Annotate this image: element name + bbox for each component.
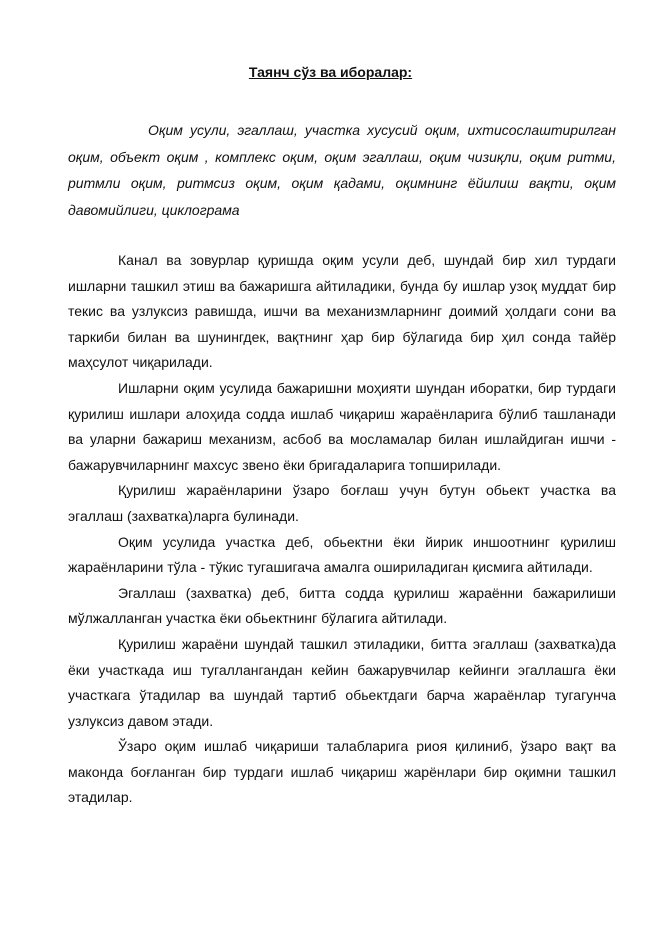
paragraph: Эгаллаш (захватка) деб, битта содда қурилиш жараённи бажарилиши мўлжалланган участка ёки обьектнинг бўлагига айтилади.	[68, 584, 616, 627]
paragraph: Оқим усулида участка деб, обьектни ёки йирик иншоотнинг қурилиш жараёнларини тўла - тўкис тугашигача амалга ошириладиган қисмига айтилади.	[68, 533, 616, 576]
body-text	[68, 248, 616, 811]
paragraph: Канал ва зовурлар қуришда оқим усули деб, шундай бир хил турдаги ишларни ташкил этиш ва бажаришга айтиладики, бунда бу ишлар узоқ муддат бир текис ва узлуксиз равишда, ишчи ва механизмларнинг доимий ҳолдаги сони ва таркиби билан ва шунингдек, вақтнинг ҳар бир бўлагида бир ҳил сонда тайёр маҳсулот чиқарилади.	[68, 252, 616, 371]
keywords-text: Оқим усули, эгаллаш, участка хусусий оқим, ихтисослаштирилган оқим, объект оқим , комплекс оқим, оқим эгаллаш, оқим чизиқли, оқим ритми, ритмли оқим, ритмсиз оқим, оқим қадами, оқимнинг ёйилиш вақти, оқим давомийлиги, циклограма	[68, 122, 616, 218]
paragraph: Қурилиш жараёнларини ўзаро боғлаш учун бутун обьект участка ва эгаллаш (захватка)ларга булинади.	[68, 482, 616, 524]
paragraph: Ишларни оқим усулида бажаришни моҳияти шундан иборатки, бир турдаги қурилиш ишлари алоҳида содда ишлаб чиқариш жараёнларига бўлиб ташланади ва уларни бажариш механизм, асбоб ва мосламалар билан ишлайдиган ишчи - бажарувчиларнинг махсус звено ёки бригадаларига топширилади.	[68, 379, 616, 473]
paragraph: Ўзаро оқим ишлаб чиқариши талабларига риоя қилиниб, ўзаро вақт ва маконда боғланган бир турдаги ишлаб чиқариш жарёнлари бир оқимни ташкил этадилар.	[68, 738, 616, 806]
paragraph: Қурилиш жараёни шундай ташкил этиладики, битта эгаллаш (захватка)да ёки участкада иш тугаллангандан кейин бажарувчилар кейинги эгаллашга ёки участкага ўтадилар ва шундай тартиб обьектдаги барча жараёнлар тугагунча узлуксиз давом этади.	[68, 635, 616, 729]
section-title: Таянч сўз ва иборалар:	[248, 64, 413, 80]
keywords-block	[68, 117, 616, 223]
